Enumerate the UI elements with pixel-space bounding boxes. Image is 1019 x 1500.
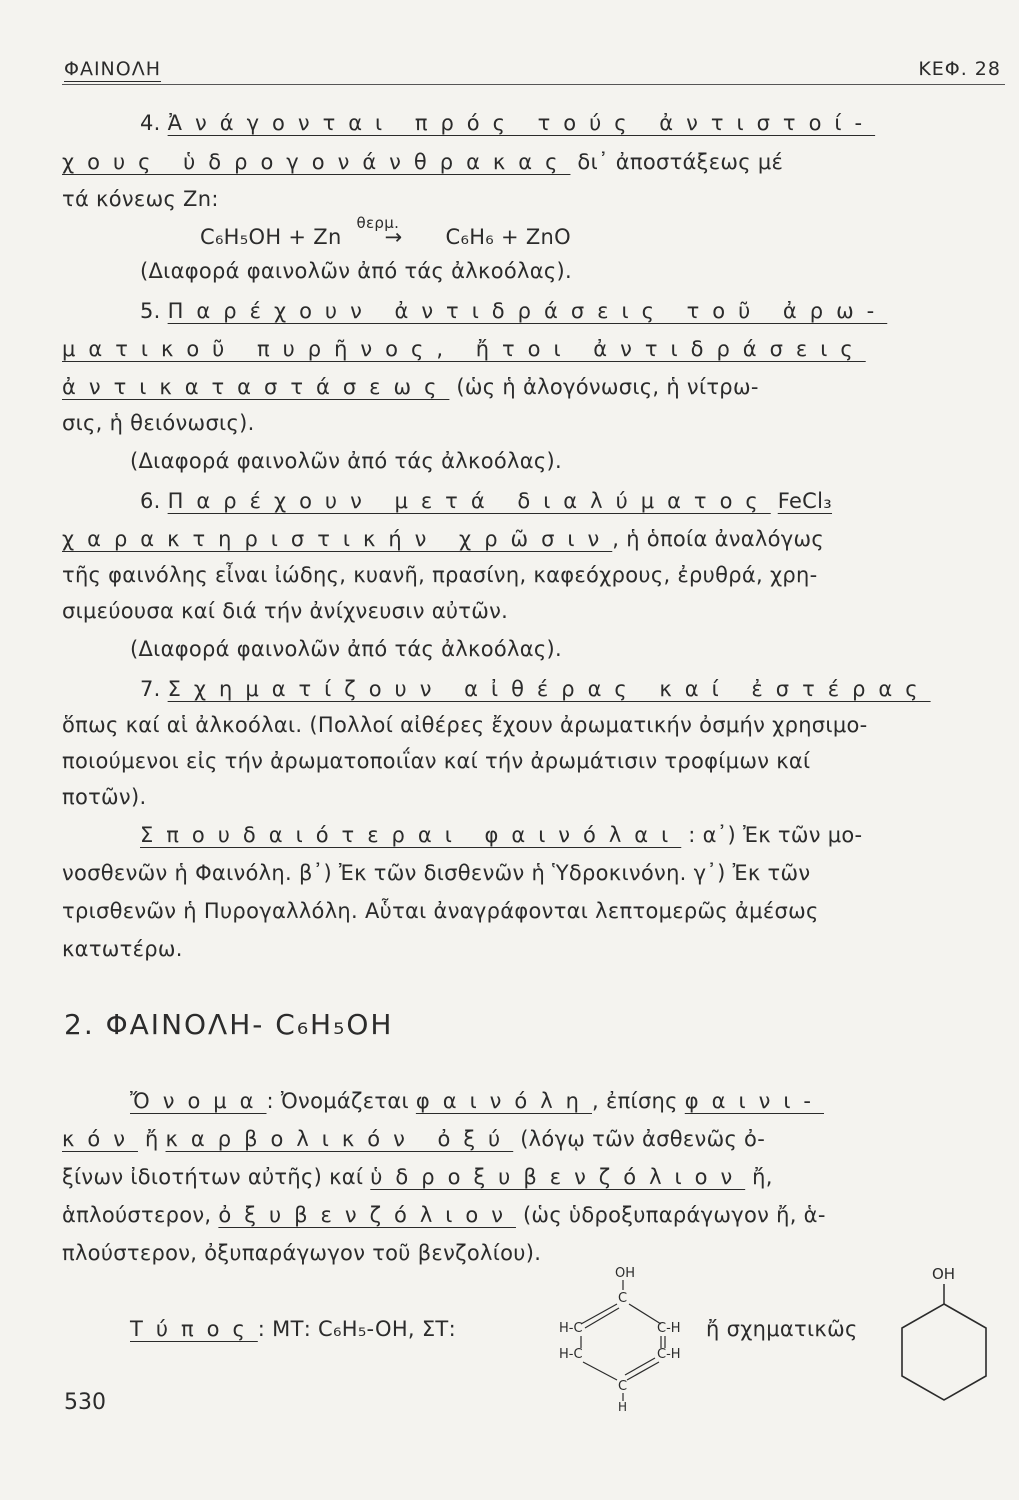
item4-equation <box>200 214 1001 252</box>
struct-c-top: C <box>618 1291 628 1306</box>
section-title: 2. ΦΑΙΝΟΛΗ- C₆H₅OH <box>64 1008 394 1041</box>
important-line2: νοσθενῶν ἡ Φαινόλη. β᾽) Ἐκ τῶν δισθενῶν ἡ Ὑδροκινόνη. γ᾽) Ἐκ τῶν <box>62 861 811 885</box>
item7-lead1: Σχηματίζουν αἰθέρας καί ἐστέρας <box>167 677 931 701</box>
term-fainikon-part2: κόν <box>62 1127 138 1151</box>
item6-line4: σιμεύουσα καί διά τήν ἀνίχνευσιν αὐτῶν. <box>62 599 509 623</box>
item7-line4: ποτῶν). <box>62 785 147 809</box>
item6-line2 <box>62 524 1001 554</box>
item5-line1 <box>140 296 1001 326</box>
struct-c-bottom: C <box>618 1379 628 1394</box>
item5-rest3: (ὡς ἡ ἀλογόνωσις, ἡ νίτρω- <box>449 375 759 399</box>
important-lead: Σπουδαιότεραι φαινόλαι <box>140 823 682 847</box>
struct-bond <box>585 1308 619 1328</box>
term-oxyvenzolion: ὀξυβενζόλιον <box>218 1203 516 1227</box>
header-rule <box>62 84 1005 85</box>
struct-ch-upper: C-H <box>657 1321 681 1336</box>
term-fainoli: φαινόλη <box>415 1089 592 1113</box>
onoma-text: , ἐπίσης <box>592 1089 685 1113</box>
item7-line1 <box>140 674 1001 704</box>
typos-line <box>130 1314 456 1344</box>
item6-formula: FeCl₃ <box>777 489 833 513</box>
onoma-text: (ὡς ὑδροξυπαράγωγον ἤ, ἁ- <box>515 1203 826 1227</box>
page-number: 530 <box>64 1390 106 1415</box>
equation-arrow-label: θερμ. <box>356 214 400 232</box>
struct-h-bottom: H <box>618 1400 628 1412</box>
struct-hc-lower: H-C <box>559 1347 583 1362</box>
term-karvolikon: καρβολικόν ὀξύ <box>165 1127 514 1151</box>
typos-formula: : ΜΤ: C₆H₅-OH, ΣΤ: <box>257 1317 456 1341</box>
phenol-structural-formula <box>545 1262 715 1412</box>
important-line4: κατωτέρω. <box>62 937 183 961</box>
onoma-line3 <box>62 1162 1001 1192</box>
important-line3: τρισθενῶν ἡ Πυρογαλλόλη. Αὗται ἀναγράφονται λεπτομερῶς ἀμέσως <box>62 899 819 923</box>
item5-note: (Διαφορά φαινολῶν ἀπό τάς ἀλκοόλας). <box>130 449 562 473</box>
item7-line3: ποιούμενοι εἰς τήν ἀρωματοποιΐαν καί τήν ἀρωμάτισιν τροφίμων καί <box>62 749 811 773</box>
item4-line3: τά κόνεως Zn: <box>62 187 219 211</box>
item4-number: 4. <box>140 111 161 135</box>
item4-lead2: χους ὑδρογονάνθρακας <box>62 150 571 174</box>
item5-lead2: ματικοῦ πυρῆνος, ἤτοι ἀντιδράσεις <box>62 337 866 361</box>
item4-line2 <box>62 147 1001 177</box>
running-header-title: ΦΑΙΝΟΛΗ <box>64 58 162 80</box>
equation-arrow: θερμ. → <box>349 222 439 252</box>
hexagon-ring <box>902 1304 986 1400</box>
schematic-text: ἤ σχηματικῶς <box>706 1317 858 1341</box>
struct-hc-upper: H-C <box>559 1321 583 1336</box>
onoma-line5: πλούστερον, ὀξυπαράγωγον τοῦ βενζολίου). <box>62 1241 542 1265</box>
item5-line3 <box>62 372 1001 402</box>
onoma-text: : Ὀνομάζεται <box>266 1089 416 1113</box>
item4-line1 <box>140 108 1001 138</box>
equation-left: C₆H₅OH + Zn <box>200 225 342 249</box>
item6-number: 6. <box>140 489 161 513</box>
item6-lead2: χαρακτηριστικήν χρῶσιν <box>62 527 613 551</box>
struct-ch-lower: C-H <box>657 1347 681 1362</box>
onoma-line1 <box>130 1086 1001 1116</box>
struct-oh: OH <box>615 1266 636 1281</box>
item6-lead1: Παρέχουν μετά διαλύματος <box>167 489 771 513</box>
item6-note: (Διαφορά φαινολῶν ἀπό τάς ἀλκοόλας). <box>130 637 562 661</box>
item5-lead3: ἀντικαταστάσεως <box>62 375 450 399</box>
item7-line2: ὅπως καί αἱ ἀλκοόλαι. (Πολλοί αἰθέρες ἔχουν ἀρωματικήν ὀσμήν χρησιμο- <box>62 713 868 737</box>
item5-lead1: Παρέχουν ἀντιδράσεις τοῦ ἀρω- <box>167 299 888 323</box>
important-line1 <box>140 820 1001 850</box>
onoma-text: (λόγῳ τῶν ἀσθενῶς ὀ- <box>513 1127 766 1151</box>
item4-note: (Διαφορά φαινολῶν ἀπό τάς ἀλκοόλας). <box>140 259 572 283</box>
onoma-text: ἤ <box>137 1127 166 1151</box>
important-rest1: : α᾽) Ἐκ τῶν μο- <box>681 823 863 847</box>
item6-line3: τῆς φαινόλης εἶναι ἰώδης, κυανῆ, πρασίνη, καφεόχρους, ἐρυθρά, χρη- <box>62 563 818 587</box>
item5-number: 5. <box>140 299 161 323</box>
typos-label: Τύπος <box>130 1317 258 1341</box>
item5-line2 <box>62 334 1001 364</box>
onoma-text: ξίνων ἰδιοτήτων αὐτῆς) καί <box>62 1165 371 1189</box>
struct-bond <box>581 1304 617 1324</box>
onoma-line2 <box>62 1124 1001 1154</box>
onoma-line4 <box>62 1200 1001 1230</box>
item6-line1 <box>140 486 1001 516</box>
benzene-ring-hexagon <box>888 1262 998 1402</box>
term-ydroxyvenzolion: ὑδροξυβενζόλιον <box>370 1165 746 1189</box>
item7-number: 7. <box>140 677 161 701</box>
item4-lead1: Ἀνάγονται πρός τούς ἀντιστοί- <box>167 111 876 135</box>
item4-rest2: δι᾽ ἀποστάξεως μέ <box>570 150 784 174</box>
item5-line4: σις, ἡ θειόνωσις). <box>62 411 255 435</box>
running-header-chapter: ΚΕΦ. 28 <box>918 58 1001 80</box>
struct-bond <box>583 1362 617 1380</box>
equation-right: C₆H₆ + ZnO <box>445 225 571 249</box>
item6-rest2: , ἡ ὁποία ἀναλόγως <box>612 527 824 551</box>
hexagon-oh-label: OH <box>932 1265 956 1283</box>
term-fainikon-part1: φαινι- <box>684 1089 824 1113</box>
onoma-text: ἁπλούστερον, <box>62 1203 219 1227</box>
onoma-text: ἤ, <box>745 1165 773 1189</box>
onoma-label: Ὄνομα <box>130 1089 267 1113</box>
